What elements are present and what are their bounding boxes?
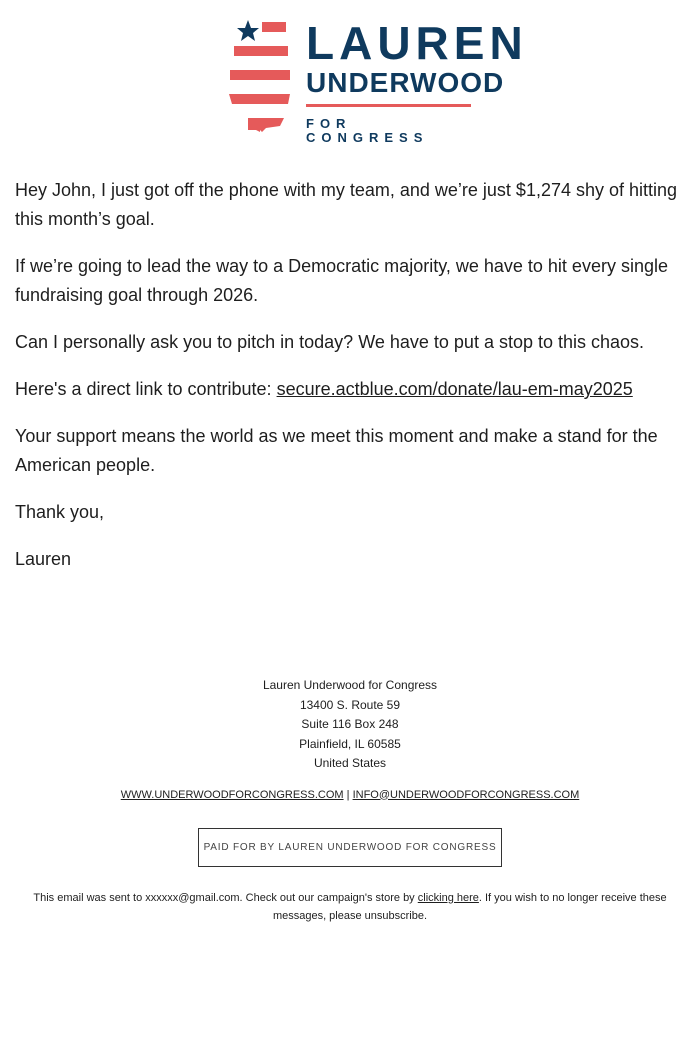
logo-for-congress: FOR CONGRESS [306,116,429,145]
email-notice [25,889,675,925]
email-link[interactable]: INFO@UNDERWOODFORCONGRESS.COM [352,788,580,801]
paid-for-disclaimer: PAID FOR BY LAUREN UNDERWOOD FOR CONGRESS [198,828,503,867]
donate-link[interactable]: secure.actblue.com/donate/lau-em-may2025 [276,379,633,399]
footer-links [0,788,700,802]
paragraph-majority: If we’re going to lead the way to a Democratic majority, we have to hit every single fundraising goal through 2026. [15,256,668,305]
paragraph-ask: Can I personally ask you to pitch in today? We have to put a stop to this chaos. [15,332,645,352]
notice-text: . [423,909,428,922]
address-line: Lauren Underwood for Congress [262,678,438,692]
notice-text: This email was sent to xxxxxx@gmail.com. Check out our campaign's store by [33,891,418,904]
address-line: Suite 116 Box 248 [301,717,399,731]
logo-lauren: LAUREN [306,17,528,69]
address-line: United States [313,756,387,770]
star-icon [237,20,259,41]
illinois-flag-icon [226,18,296,136]
address-line: 13400 S. Route 59 [299,697,401,712]
mailing-address [0,676,700,774]
signature: Lauren [15,549,72,569]
logo-divider [306,104,471,107]
paragraph-goal: Hey John, I just got off the phone with my team, and we’re just $1,274 shy of hitting this month’s goal. [15,180,678,229]
address-line: Plainfield, IL 60585 [299,736,401,751]
email-footer [0,676,700,925]
unsubscribe-link[interactable]: unsubscribe [364,909,424,922]
website-link[interactable]: WWW.UNDERWOODFORCONGRESS.COM [120,788,344,801]
campaign-logo [226,17,528,145]
link-separator: | [346,788,350,801]
donate-link-prefix: Here's a direct link to contribute: [15,379,277,399]
paragraph-donate-link [15,375,685,404]
paragraph-support: Your support means the world as we meet this moment and make a stand for the American people. [15,426,658,475]
email-body [15,176,685,592]
closing: Thank you, [15,502,105,522]
logo-underwood: UNDERWOOD [306,67,505,98]
notice-text: . If you wish to no longer receive these messages, please [272,891,667,922]
store-link[interactable]: clicking here [417,891,479,904]
